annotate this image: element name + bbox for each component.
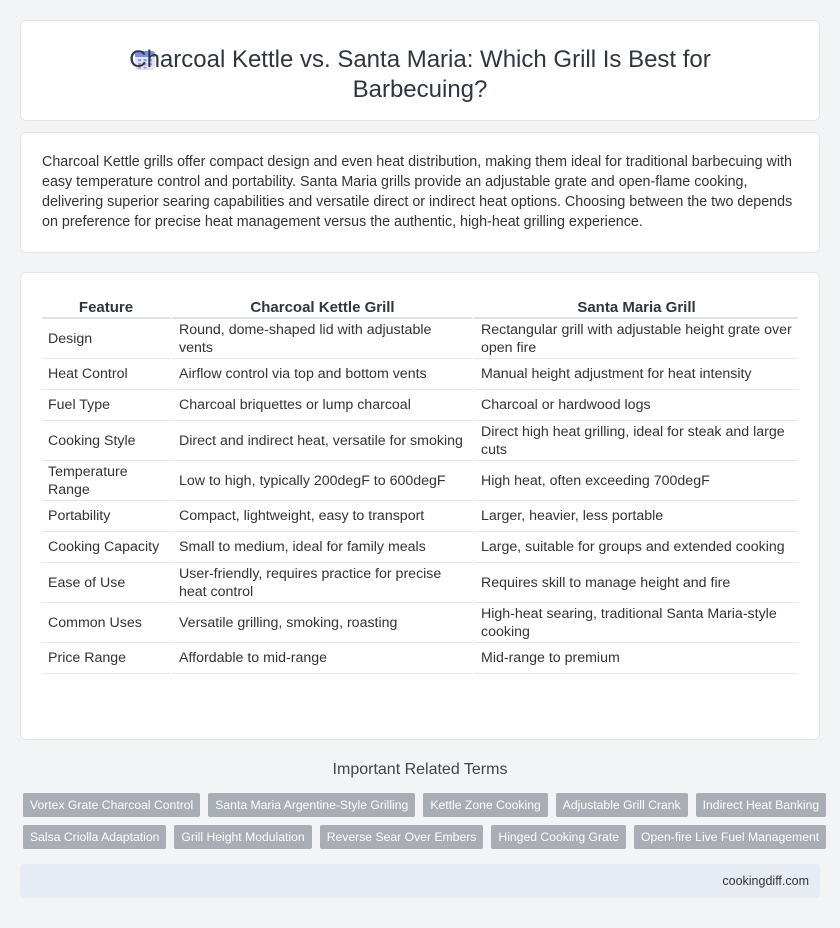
table-row [42,390,798,421]
santa-maria-cell: Manual height adjustment for heat intensity [472,359,798,390]
table-row [42,421,798,461]
footer [20,864,820,898]
kettle-cell: User-friendly, requires practice for precise heat control [170,563,472,603]
feature-cell: Cooking Style [42,421,170,461]
feature-cell: Temperature Range [42,461,170,501]
tag-santa-maria-argentine[interactable]: Santa Maria Argentine-Style Grilling [208,793,415,817]
santa-maria-cell: High-heat searing, traditional Santa Maria-style cooking [472,603,798,643]
santa-maria-cell: High heat, often exceeding 700degF [472,461,798,501]
header-feature: Feature [42,295,170,319]
santa-maria-cell: Direct high heat grilling, ideal for steak and large cuts [472,421,798,461]
comparison-table [42,295,798,674]
santa-maria-cell: Charcoal or hardwood logs [472,390,798,421]
feature-cell: Fuel Type [42,390,170,421]
tag-kettle-zone[interactable]: Kettle Zone Cooking [423,793,547,817]
table-row [42,461,798,501]
tag-adjustable-crank[interactable]: Adjustable Grill Crank [556,793,688,817]
related-terms-tags [23,793,820,857]
tag-grill-height[interactable]: Grill Height Modulation [174,825,311,849]
table-row [42,563,798,603]
table-header-row [42,295,798,319]
feature-cell: Cooking Capacity [42,532,170,563]
footer-site-link[interactable]: cookingdiff.com [722,874,809,888]
tag-reverse-sear[interactable]: Reverse Sear Over Embers [320,825,484,849]
tag-salsa-criolla[interactable]: Salsa Criolla Adaptation [23,825,166,849]
feature-cell: Ease of Use [42,563,170,603]
kettle-cell: Round, dome-shaped lid with adjustable vents [170,319,472,359]
related-terms-heading: Important Related Terms [332,761,508,778]
feature-cell: Heat Control [42,359,170,390]
header-charcoal-kettle: Charcoal Kettle Grill [170,295,472,319]
feature-cell: Portability [42,501,170,532]
kettle-cell: Small to medium, ideal for family meals [170,532,472,563]
tag-row [23,825,820,849]
santa-maria-cell: Large, suitable for groups and extended cooking [472,532,798,563]
feature-cell: Design [42,319,170,359]
table-row [42,319,798,359]
title-card [20,20,820,121]
table-row [42,501,798,532]
intro-card [20,132,820,253]
table-row [42,532,798,563]
kettle-cell: Charcoal briquettes or lump charcoal [170,390,472,421]
page-title: Charcoal Kettle vs. Santa Maria: Which Grill Is Best for Barbecuing? [129,46,711,103]
table-row [42,603,798,643]
feature-cell: Common Uses [42,603,170,643]
tag-row [23,793,820,817]
feature-cell: Price Range [42,643,170,674]
santa-maria-cell: Mid-range to premium [472,643,798,674]
kettle-cell: Low to high, typically 200degF to 600degF [170,461,472,501]
santa-maria-cell: Larger, heavier, less portable [472,501,798,532]
intro-paragraph: Charcoal Kettle grills offer compact design and even heat distribution, making them ideal for traditional barbecuing with easy temperature control and portability. Santa Maria grills provide an adjustable grate and open-flame cooking, delivering superior searing capabilities and versatile direct or indirect heat options. Choosing between the two depends on preference for precise heat management versus the authentic, high-heat grilling experience. [42,154,793,230]
table-row [42,359,798,390]
tag-hinged-grate[interactable]: Hinged Cooking Grate [491,825,626,849]
kettle-cell: Direct and indirect heat, versatile for smoking [170,421,472,461]
kettle-cell: Affordable to mid-range [170,643,472,674]
santa-maria-cell: Rectangular grill with adjustable height grate over open fire [472,319,798,359]
comparison-card [20,272,820,740]
kettle-cell: Versatile grilling, smoking, roasting [170,603,472,643]
kettle-cell: Compact, lightweight, easy to transport [170,501,472,532]
table-row [42,643,798,674]
tag-open-fire[interactable]: Open-fire Live Fuel Management [634,825,826,849]
santa-maria-cell: Requires skill to manage height and fire [472,563,798,603]
tag-indirect-heat[interactable]: Indirect Heat Banking [696,793,827,817]
kettle-cell: Airflow control via top and bottom vents [170,359,472,390]
tag-vortex-grate[interactable]: Vortex Grate Charcoal Control [23,793,200,817]
header-santa-maria: Santa Maria Grill [472,295,798,319]
